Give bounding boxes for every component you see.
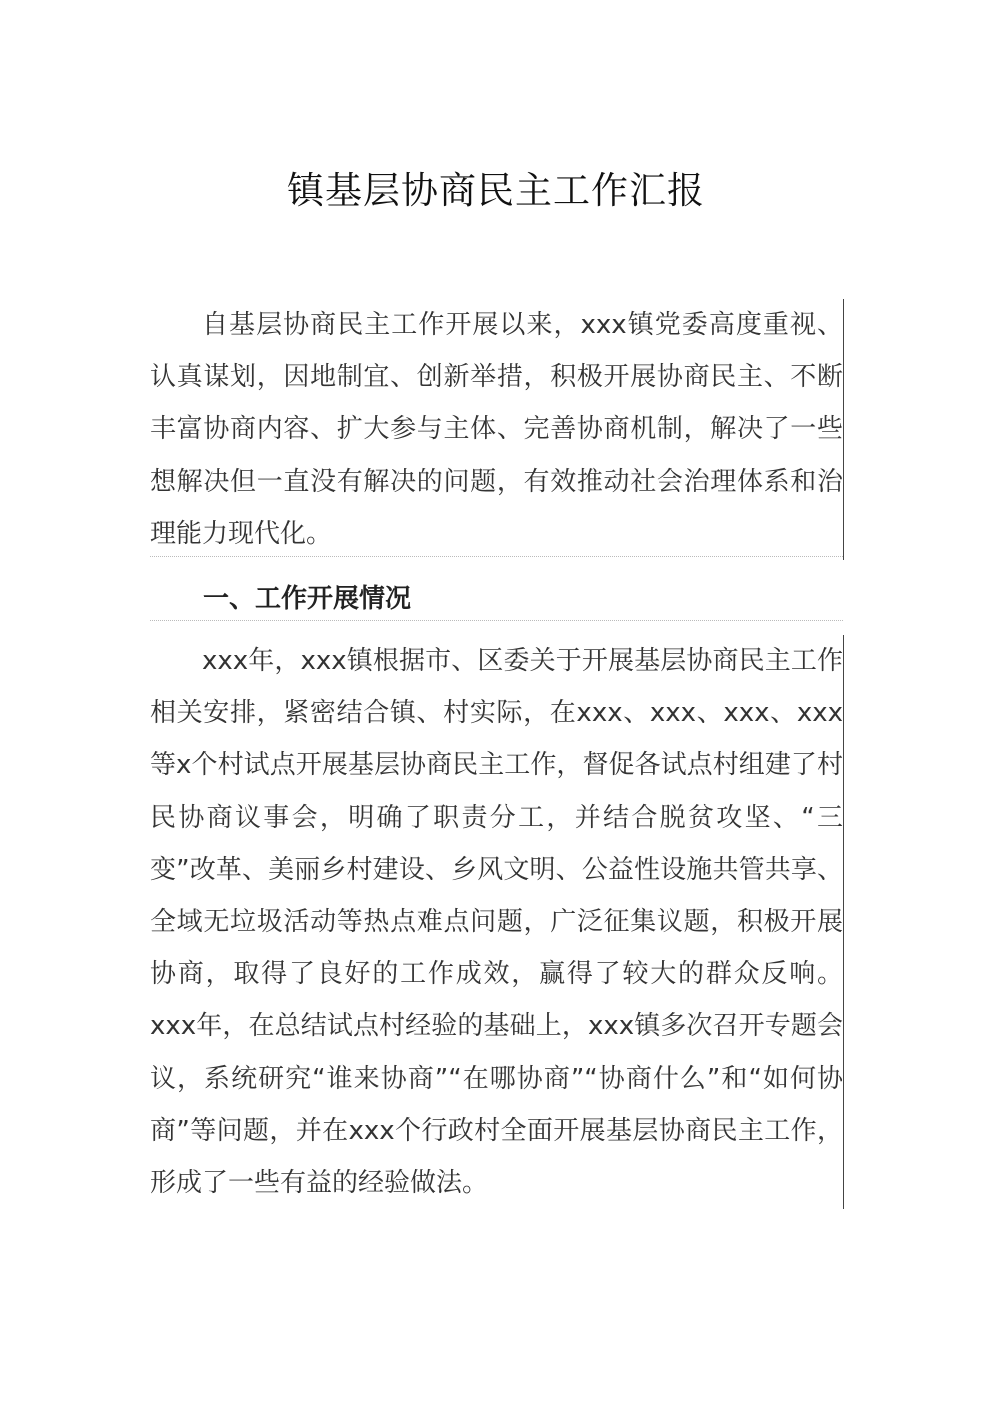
document-title: 镇基层协商民主工作汇报: [287, 169, 705, 212]
divider: [150, 556, 843, 557]
divider: [150, 620, 843, 621]
intro-paragraph: 自基层协商民主工作开展以来，xxx镇党委高度重视、认真谋划，因地制宜、创新举措，积极开展协商民主、不断丰富协商内容、扩大参与主体、完善协商机制，解决了一些想解决但一直没有解决的问题，有效推动社会治理体系和治理能力现代化。: [150, 299, 844, 560]
section-paragraph: xxx年，xxx镇根据市、区委关于开展基层协商民主工作相关安排，紧密结合镇、村实际，在xxx、xxx、xxx、xxx等x个村试点开展基层协商民主工作，督促各试点村组建了村民协商议事会，明确了职责分工，并结合脱贫攻坚、“三变”改革、美丽乡村建设、乡风文明、公益性设施共管共享、全域无垃圾活动等热点难点问题，广泛征集议题，积极开展协商，取得了良好的工作成效，赢得了较大的群众反响。xxx年，在总结试点村经验的基础上，xxx镇多次召开专题会议，系统研究“谁来协商”“在哪协商”“协商什么”和“如何协商”等问题，并在xxx个行政村全面开展基层协商民主工作，形成了一些有益的经验做法。: [150, 635, 844, 1209]
section-heading: 一、工作开展情况: [203, 584, 412, 614]
